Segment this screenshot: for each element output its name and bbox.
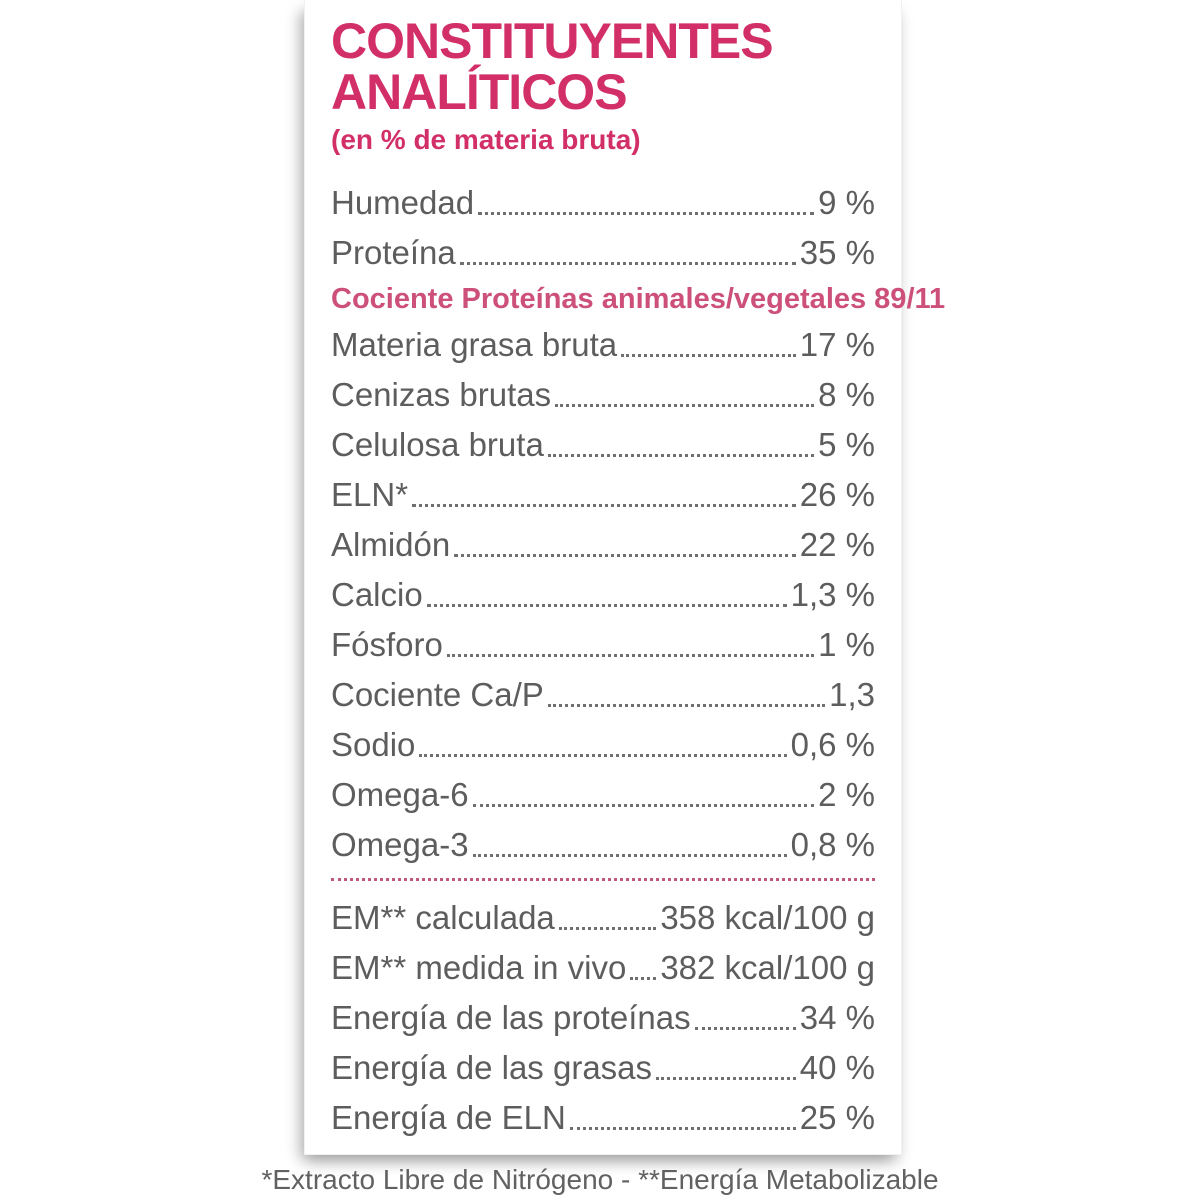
page-subtitle: (en % de materia bruta) <box>331 124 641 155</box>
dot-leader <box>548 704 825 707</box>
row-label: EM** calculada <box>331 899 555 936</box>
row-value: 1,3 <box>829 676 875 713</box>
dot-leader <box>548 454 814 457</box>
analytical-constituents-panel <box>304 0 946 1155</box>
row-value: 382 kcal/100 g <box>660 949 875 986</box>
page-title-line2: ANALÍTICOS <box>331 64 627 120</box>
row-value: 358 kcal/100 g <box>660 899 875 936</box>
row-label: Cenizas brutas <box>331 376 552 413</box>
table-row <box>331 993 875 1043</box>
dot-leader <box>412 504 796 507</box>
table-row <box>331 420 875 470</box>
row-label: Calcio <box>331 576 423 613</box>
row-label: Fósforo <box>331 626 443 663</box>
row-value: 1,3 % <box>790 576 875 613</box>
row-value: 0,8 % <box>790 826 875 863</box>
footnote: *Extracto Libre de Nitrógeno - **Energía Metabolizable <box>261 1164 939 1195</box>
table-row <box>331 720 875 770</box>
row-value: 8 % <box>818 376 875 413</box>
row-label: Humedad <box>331 184 475 221</box>
table-row <box>331 320 875 370</box>
row-label: Materia grasa bruta <box>331 326 618 363</box>
table-row <box>331 670 875 720</box>
table-row <box>331 1043 875 1093</box>
dot-leader <box>454 554 796 557</box>
dot-leader <box>559 927 657 930</box>
row-value: 1 % <box>818 626 875 663</box>
dot-leader <box>419 754 786 757</box>
row-label: ELN* <box>331 476 409 513</box>
dot-leader <box>555 404 814 407</box>
row-value: 26 % <box>799 476 875 513</box>
constituents-table <box>331 178 946 1143</box>
row-value: 34 % <box>799 999 875 1036</box>
section-separator <box>331 878 875 881</box>
table-row <box>331 820 875 870</box>
row-label: Proteína <box>331 234 456 271</box>
dot-leader <box>656 1077 796 1080</box>
row-value: 5 % <box>818 426 875 463</box>
table-row <box>331 520 875 570</box>
row-label: Omega-3 <box>331 826 469 863</box>
row-value: 40 % <box>799 1049 875 1086</box>
dot-leader <box>570 1127 796 1130</box>
table-row <box>331 770 875 820</box>
row-value: 17 % <box>799 326 875 363</box>
table-row <box>331 570 875 620</box>
dot-leader <box>473 804 815 807</box>
dot-leader <box>478 212 814 215</box>
dot-leader <box>427 604 787 607</box>
row-label: Energía de las proteínas <box>331 999 691 1036</box>
dot-leader <box>447 654 814 657</box>
row-label: Sodio <box>331 726 416 763</box>
row-label: Energía de las grasas <box>331 1049 653 1086</box>
dot-leader <box>630 977 656 980</box>
row-value: 25 % <box>799 1099 875 1136</box>
page-title-line1: CONSTITUYENTES <box>331 13 773 69</box>
row-value: 22 % <box>799 526 875 563</box>
row-value: 9 % <box>818 184 875 221</box>
row-label: Cociente Ca/P <box>331 676 544 713</box>
table-row <box>331 470 875 520</box>
table-row <box>331 370 875 420</box>
table-row <box>331 178 875 228</box>
table-row <box>331 228 875 278</box>
table-row <box>331 893 875 943</box>
highlight-row: Cociente Proteínas animales/vegetales 89/11 <box>331 283 946 315</box>
table-row <box>331 943 875 993</box>
dot-leader <box>473 854 787 857</box>
table-row <box>331 1093 875 1143</box>
page-title <box>331 13 875 120</box>
dot-leader <box>621 354 796 357</box>
row-label: Almidón <box>331 526 451 563</box>
row-label: Omega-6 <box>331 776 469 813</box>
row-label: Celulosa bruta <box>331 426 544 463</box>
dot-leader <box>460 262 796 265</box>
table-row <box>331 620 875 670</box>
dot-leader <box>695 1027 796 1030</box>
row-value: 0,6 % <box>790 726 875 763</box>
row-label: Energía de ELN <box>331 1099 566 1136</box>
row-value: 2 % <box>818 776 875 813</box>
row-value: 35 % <box>799 234 875 271</box>
row-label: EM** medida in vivo <box>331 949 627 986</box>
